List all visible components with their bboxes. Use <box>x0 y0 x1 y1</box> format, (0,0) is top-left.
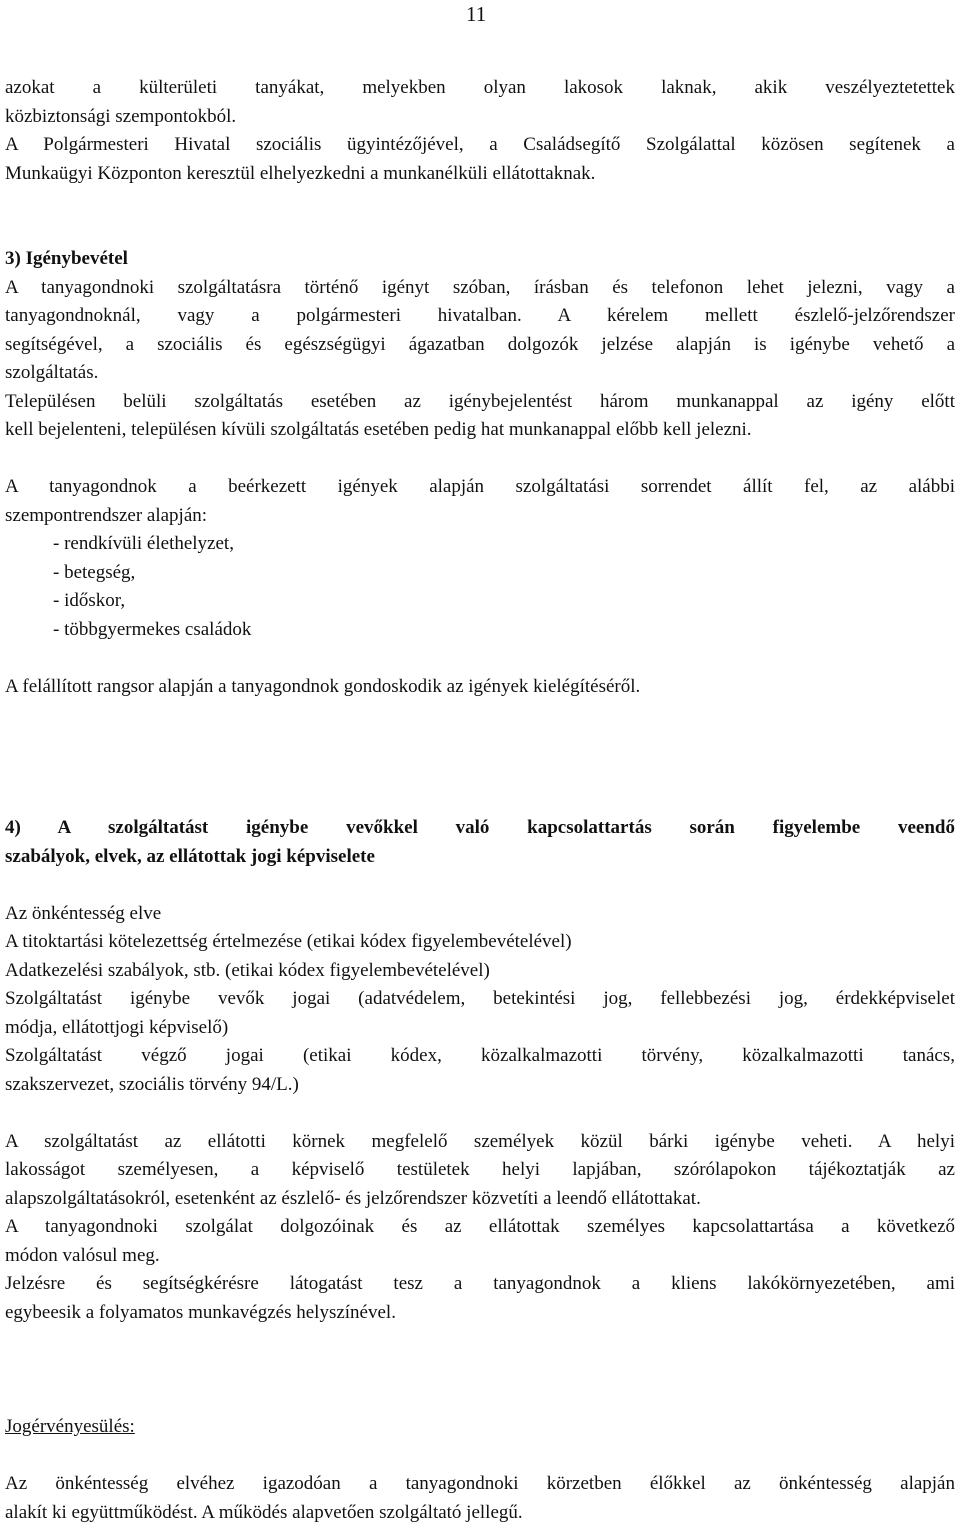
paragraph-line: Településen belüli szolgáltatás esetében az igénybejelentést három munkanappal az igény előtt <box>5 388 955 417</box>
page-number: 11 <box>466 2 486 26</box>
paragraph-line: A felállított rangsor alapján a tanyagondnok gondoskodik az igények kielégítéséről. <box>5 673 955 702</box>
spacer <box>5 701 955 814</box>
paragraph-line: Az önkéntesség elvéhez igazodóan a tanyagondnoki körzetben élőkkel az önkéntesség alapján <box>5 1470 955 1499</box>
spacer <box>5 1327 955 1413</box>
spacer <box>5 871 955 900</box>
paragraph-line: szempontrendszer alapján: <box>5 502 955 531</box>
paragraph-line: A szolgáltatást az ellátotti körnek megfelelő személyek közül bárki igénybe veheti. A helyi <box>5 1128 955 1157</box>
paragraph-line: közbiztonsági szempontokból. <box>5 103 955 132</box>
spacer <box>5 188 955 245</box>
paragraph-line: szolgáltatás. <box>5 359 955 388</box>
list-item: - rendkívüli élethelyzet, <box>5 530 955 559</box>
spacer <box>5 1442 955 1471</box>
page-content <box>5 74 955 1527</box>
paragraph-line: tanyagondnoknál, vagy a polgármesteri hivatalban. A kérelem mellett észlelő-jelzőrendszer <box>5 302 955 331</box>
list-item: - többgyermekes családok <box>5 616 955 645</box>
spacer <box>5 1099 955 1128</box>
list-item: - időskor, <box>5 587 955 616</box>
paragraph-line: lakosságot személyesen, a képviselő testületek helyi lapjában, szórólapokon tájékoztatják az <box>5 1156 955 1185</box>
section-heading-4-cont: szabályok, elvek, az ellátottak jogi képviselete <box>5 843 955 872</box>
paragraph-line: A titoktartási kötelezettség értelmezése (etikai kódex figyelembevételével) <box>5 928 955 957</box>
paragraph-line: Munkaügyi Központon keresztül elhelyezkedni a munkanélküli ellátottaknak. <box>5 160 955 189</box>
paragraph-line: Adatkezelési szabályok, stb. (etikai kódex figyelembevételével) <box>5 957 955 986</box>
section-heading-4: 4) A szolgáltatást igénybe vevőkkel való kapcsolattartás során figyelembe veendő <box>5 814 955 843</box>
paragraph-line: segítségével, a szociális és egészségügyi ágazatban dolgozók jelzése alapján is igénybe vehető a <box>5 331 955 360</box>
paragraph-line: alakít ki együttműködést. A működés alapvetően szolgáltató jellegű. <box>5 1499 955 1527</box>
section-heading-rights: Jogérvényesülés: <box>5 1413 955 1442</box>
paragraph-line: azokat a külterületi tanyákat, melyekben olyan lakosok laknak, akik veszélyeztetettek <box>5 74 955 103</box>
paragraph-line: Szolgáltatást igénybe vevők jogai (adatvédelem, betekintési jog, fellebbezési jog, érdekképviselet <box>5 985 955 1014</box>
paragraph-line: A Polgármesteri Hivatal szociális ügyintézőjével, a Családsegítő Szolgálattal közösen segítenek a <box>5 131 955 160</box>
spacer <box>5 644 955 673</box>
paragraph-line: A tanyagondnoki szolgálat dolgozóinak és az ellátottak személyes kapcsolattartása a következő <box>5 1213 955 1242</box>
paragraph-line: egybeesik a folyamatos munkavégzés helyszínével. <box>5 1299 955 1328</box>
paragraph-line: A tanyagondnoki szolgáltatásra történő igényt szóban, írásban és telefonon lehet jelezni, vagy a <box>5 274 955 303</box>
paragraph-line: A tanyagondnok a beérkezett igények alapján szolgáltatási sorrendet állít fel, az alábbi <box>5 473 955 502</box>
paragraph-line: szakszervezet, szociális törvény 94/L.) <box>5 1071 955 1100</box>
paragraph-line: Jelzésre és segítségkérésre látogatást tesz a tanyagondnok a kliens lakókörnyezetében, ami <box>5 1270 955 1299</box>
paragraph-line: Az önkéntesség elve <box>5 900 955 929</box>
section-heading-3: 3) Igénybevétel <box>5 245 955 274</box>
paragraph-line: kell bejelenteni, településen kívüli szolgáltatás esetében pedig hat munkanappal előbb kell jelezni. <box>5 416 955 445</box>
list-item: - betegség, <box>5 559 955 588</box>
paragraph-line: módja, ellátottjogi képviselő) <box>5 1014 955 1043</box>
paragraph-line: módon valósul meg. <box>5 1242 955 1271</box>
spacer <box>5 445 955 474</box>
paragraph-line: Szolgáltatást végző jogai (etikai kódex, közalkalmazotti törvény, közalkalmazotti tanács, <box>5 1042 955 1071</box>
paragraph-line: alapszolgáltatásokról, esetenként az észlelő- és jelzőrendszer közvetíti a leendő ellátottakat. <box>5 1185 955 1214</box>
